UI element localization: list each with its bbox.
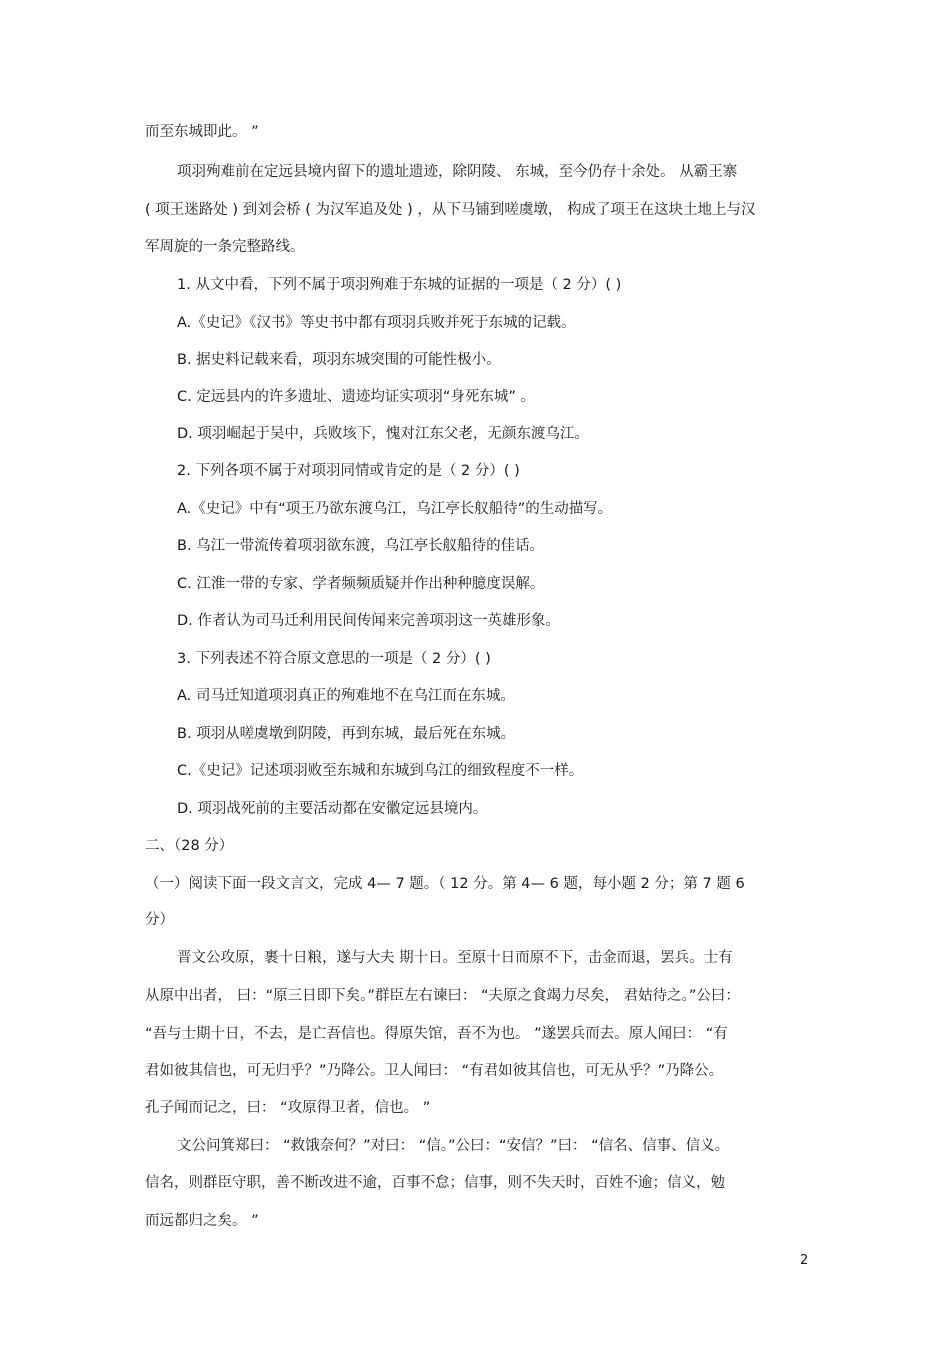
option-d: D. 项羽崛起于吴中，兵败垓下，愧对江东父老，无颜东渡乌江。 [177, 426, 589, 442]
question-1: 1. 从文中看，下列不属于项羽殉难于东城的证据的一项是（ 2 分）( ) [177, 277, 622, 293]
text-line: 项羽殉难前在定远县境内留下的遗址遗迹，除阴陵、 东城，至今仍存十余处。 从霸王寨 [177, 164, 738, 180]
option-d: D. 作者认为司马迁利用民间传闻来完善项羽这一英雄形象。 [177, 613, 560, 629]
passage-line: 文公问箕郑曰： “救饿奈何？”对曰： “信。”公曰：“安信？”曰： “信名、信事、信义。 [177, 1138, 730, 1154]
section-instruction: （一）阅读下面一段文言文，完成 4— 7 题。（ 12 分。第 4— 6 题，每小题 2 分；第 7 题 6 [145, 876, 745, 892]
text-line: 军周旋的一条完整路线。 [145, 239, 305, 255]
passage-line: “吾与士期十日，不去，是亡吾信也。得原失馆，吾不为也。 ”遂罢兵而去。原人闻曰： “有 [145, 1026, 728, 1042]
passage-line: 晋文公攻原，裹十日粮，遂与大夫 期十日。至原十日而原不下，击金而退，罢兵。士有 [177, 950, 733, 966]
option-d: D. 项羽战死前的主要活动都在安徽定远县境内。 [177, 801, 488, 817]
passage-line: 孔子闻而记之，曰： “攻原得卫者，信也。 ” [145, 1100, 431, 1116]
section-instruction: 分） [145, 912, 174, 928]
option-c: C.《史记》记述项羽败至东城和东城到乌江的细致程度不一样。 [177, 763, 584, 779]
option-b: B. 项羽从嗟虞墩到阴陵，再到东城，最后死在东城。 [177, 726, 516, 742]
passage-line: 君如彼其信也，可无归乎？”乃降公。卫人闻曰： “有君如彼其信也，可无从乎？”乃降公。 [145, 1063, 724, 1079]
option-a: A. 司马迁知道项羽真正的殉难地不在乌江而在东城。 [177, 688, 515, 704]
option-b: B. 据史料记载来看，项羽东城突围的可能性极小。 [177, 352, 501, 368]
option-a: A.《史记》中有“项王乃欲东渡乌江，乌江亭长舣船待”的生动描写。 [177, 501, 613, 517]
option-c: C. 定远县内的许多遗址、遗迹均证实项羽“身死东城” 。 [177, 389, 535, 405]
passage-line: 从原中出者， 曰：“原三日即下矣。”群臣左右谏曰： “夫原之食竭力尽矣， 君姑待之。”公曰： [145, 988, 740, 1004]
option-b: B. 乌江一带流传着项羽欲东渡，乌江亭长舣船待的佳话。 [177, 538, 545, 554]
text-line: 而至东城即此。 ” [145, 124, 259, 140]
passage-line: 信名，则群臣守职，善不断改进不逾，百事不怠；信事，则不失天时，百姓不逾；信义，勉 [145, 1175, 725, 1191]
text-line: ( 项王迷路处 ) 到刘会桥 ( 为汉军追及处 ) ，从下马铺到嗟虞墩， 构成了项王在这块土地上与汉 [145, 202, 756, 218]
page-number: 2 [800, 1253, 809, 1268]
option-c: C. 江淮一带的专家、学者频频质疑并作出种种臆度误解。 [177, 576, 545, 592]
passage-line: 而远都归之矣。 ” [145, 1213, 259, 1229]
option-a: A.《史记》《汉书》等史书中都有项羽兵败并死于东城的记载。 [177, 315, 576, 331]
question-3: 3. 下列表述不符合原文意思的一项是（ 2 分）( ) [177, 651, 491, 667]
section-heading: 二、（28 分） [145, 838, 234, 854]
question-2: 2. 下列各项不属于对项羽同情或肯定的是（ 2 分）( ) [177, 463, 520, 479]
